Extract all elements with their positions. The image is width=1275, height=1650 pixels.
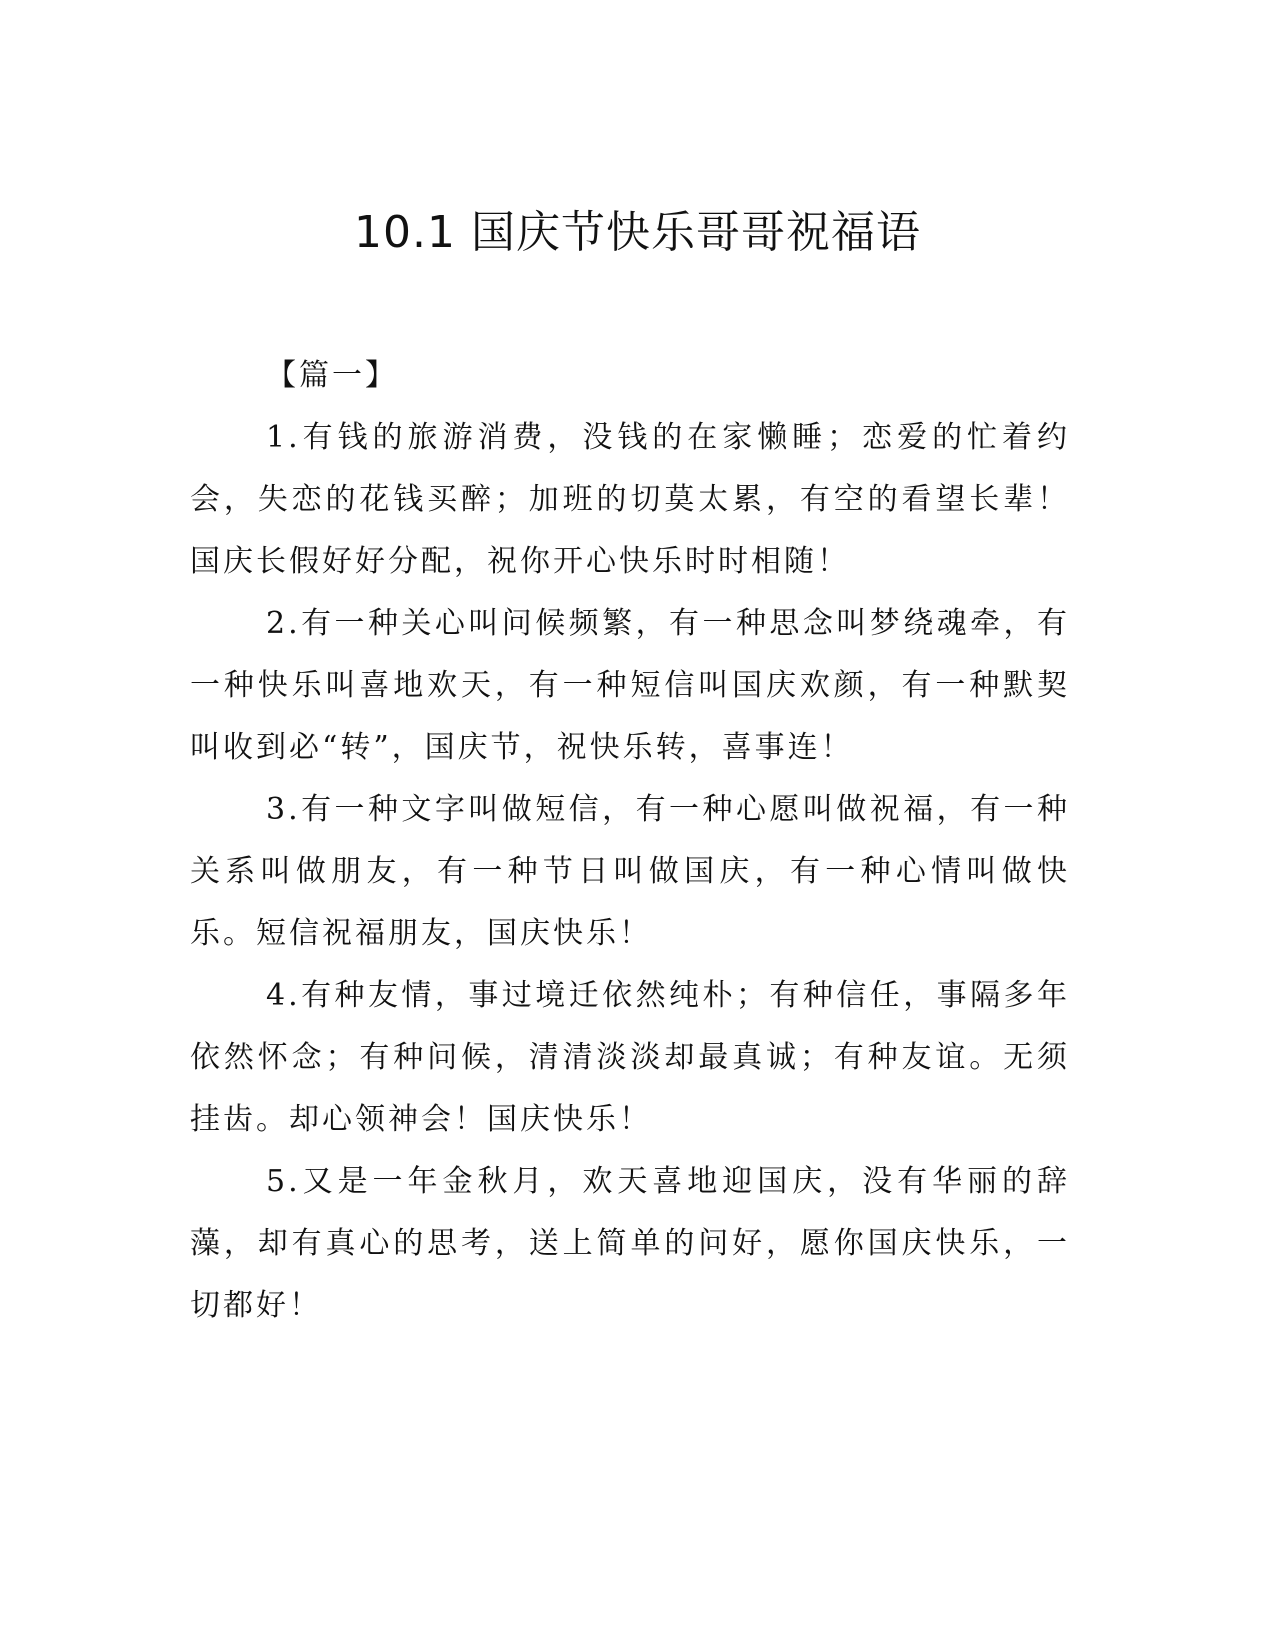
blessing-paragraph-3: 3.有一种文字叫做短信，有一种心愿叫做祝福，有一种关系叫做朋友，有一种节日叫做国庆，有一种心情叫做快乐。短信祝福朋友，国庆快乐！	[190, 792, 1070, 951]
blessing-paragraph-2: 2.有一种关心叫问候频繁，有一种思念叫梦绕魂牵，有一种快乐叫喜地欢天，有一种短信叫国庆欢颜，有一种默契叫收到必“转”，国庆节，祝快乐转，喜事连！	[190, 606, 1070, 765]
blessing-paragraph-4: 4.有种友情，事过境迁依然纯朴；有种信任，事隔多年依然怀念；有种问候，清清淡淡却最真诚；有种友谊。无须挂齿。却心领神会！国庆快乐！	[190, 978, 1070, 1137]
blessing-paragraph-1: 1.有钱的旅游消费，没钱的在家懒睡；恋爱的忙着约会，失恋的花钱买醉；加班的切莫太累，有空的看望长辈！国庆长假好好分配，祝你开心快乐时时相随！	[190, 420, 1070, 579]
blessing-paragraph-5: 5.又是一年金秋月，欢天喜地迎国庆，没有华丽的辞藻，却有真心的思考，送上简单的问好，愿你国庆快乐，一切都好！	[190, 1164, 1070, 1323]
document-title: 10.1 国庆节快乐哥哥祝福语	[354, 207, 921, 258]
section-label: 【篇一】	[266, 358, 398, 393]
document-body	[190, 345, 1070, 1337]
